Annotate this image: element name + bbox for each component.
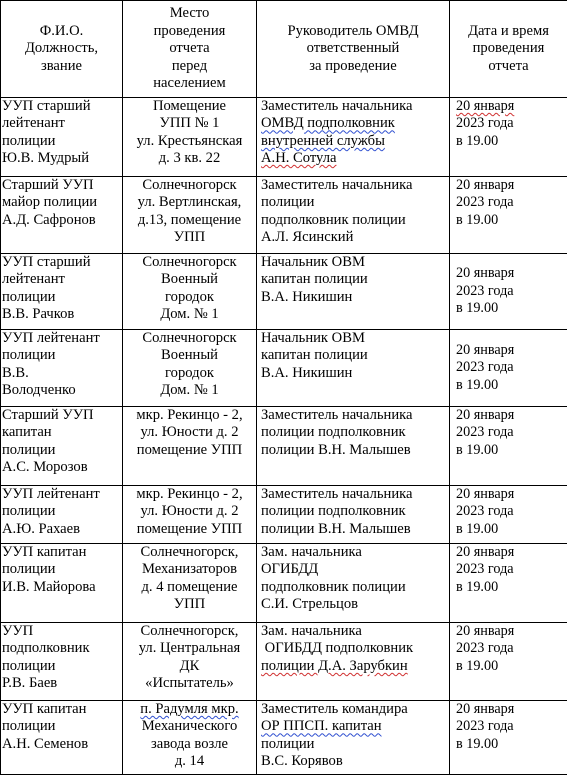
place-cell: мкр. Рекинцо - 2, ул. Юности д. 2 помещение УПП: [123, 407, 257, 486]
table-row: [1, 544, 567, 623]
header-supervisor: Руководитель ОМВД ответственный за проведение: [257, 1, 450, 98]
place-cell: Солнечногорск Военный городок Дом. № 1: [123, 330, 257, 407]
officer-cell: Старший УУП капитан полиции А.С. Морозов: [1, 407, 123, 486]
header-row: [1, 1, 567, 98]
table-row: [1, 330, 567, 407]
officer-cell: УУП старший лейтенант полиции В.В. Рачков: [1, 254, 123, 330]
header-place: Место проведения отчета перед населением: [123, 1, 257, 98]
supervisor-cell: Заместитель начальника полиции подполковник полиции А.Л. Ясинский: [257, 177, 450, 254]
officer-cell: УУП лейтенант полиции А.Ю. Рахаев: [1, 486, 123, 544]
officer-cell: УУП капитан полиции А.Н. Семенов: [1, 701, 123, 775]
datetime-cell: 20 января 2023 года в 19.00: [450, 544, 567, 623]
supervisor-cell: Зам. начальника ОГИБДД подполковник полиции Д.А. Зарубкин: [257, 623, 450, 701]
officer-cell: УУП старший лейтенант полиции Ю.В. Мудрый: [1, 98, 123, 177]
table-row: [1, 701, 567, 775]
officer-cell: УУП капитан полиции И.В. Майорова: [1, 544, 123, 623]
header-datetime: Дата и время проведения отчета: [450, 1, 567, 98]
datetime-cell: 20 января 2023 года в 19.00: [450, 486, 567, 544]
officer-cell: УУП лейтенант полиции В.В. Володченко: [1, 330, 123, 407]
table-row: [1, 98, 567, 177]
supervisor-cell: Начальник ОВМ капитан полиции В.А. Никишин: [257, 254, 450, 330]
supervisor-cell: Заместитель командира ОР ППСП. капитан полиции В.С. Корявов: [257, 701, 450, 775]
place-cell: Солнечногорск, ул. Центральная ДК «Испытатель»: [123, 623, 257, 701]
datetime-cell: 20 января 2023 года в 19.00: [450, 98, 567, 177]
officer-cell: УУП подполковник полиции Р.В. Баев: [1, 623, 123, 701]
header-officer: Ф.И.О. Должность, звание: [1, 1, 123, 98]
table-row: [1, 486, 567, 544]
datetime-cell: 20 января 2023 года в 19.00: [450, 407, 567, 486]
supervisor-cell: Заместитель начальника полиции подполковник полиции В.Н. Малышев: [257, 486, 450, 544]
datetime-cell: 20 января 2023 года в 19.00: [450, 701, 567, 775]
supervisor-cell: Заместитель начальника ОМВД подполковник внутренней службы А.Н. Сотула: [257, 98, 450, 177]
place-cell: Помещение УПП № 1 ул. Крестьянская д. 3 кв. 22: [123, 98, 257, 177]
datetime-cell: 20 января 2023 года в 19.00: [450, 177, 567, 254]
place-cell: мкр. Рекинцо - 2, ул. Юности д. 2 помещение УПП: [123, 486, 257, 544]
place-cell: Солнечногорск Военный городок Дом. № 1: [123, 254, 257, 330]
datetime-cell: 20 января 2023 года в 19.00: [450, 330, 567, 407]
place-cell: Солнечногорск ул. Вертлинская, д.13, помещение УПП: [123, 177, 257, 254]
officer-cell: Старший УУП майор полиции А.Д. Сафронов: [1, 177, 123, 254]
table-row: [1, 177, 567, 254]
table-row: [1, 407, 567, 486]
place-cell: Солнечногорск, Механизаторов д. 4 помещение УПП: [123, 544, 257, 623]
datetime-cell: 20 января 2023 года в 19.00: [450, 254, 567, 330]
supervisor-cell: Начальник ОВМ капитан полиции В.А. Никишин: [257, 330, 450, 407]
supervisor-cell: Заместитель начальника полиции подполковник полиции В.Н. Малышев: [257, 407, 450, 486]
table-row: [1, 254, 567, 330]
table-row: [1, 623, 567, 701]
supervisor-cell: Зам. начальника ОГИБДД подполковник полиции С.И. Стрельцов: [257, 544, 450, 623]
datetime-cell: 20 января 2023 года в 19.00: [450, 623, 567, 701]
place-cell: п. Радумля мкр. Механического завода возле д. 14: [123, 701, 257, 775]
